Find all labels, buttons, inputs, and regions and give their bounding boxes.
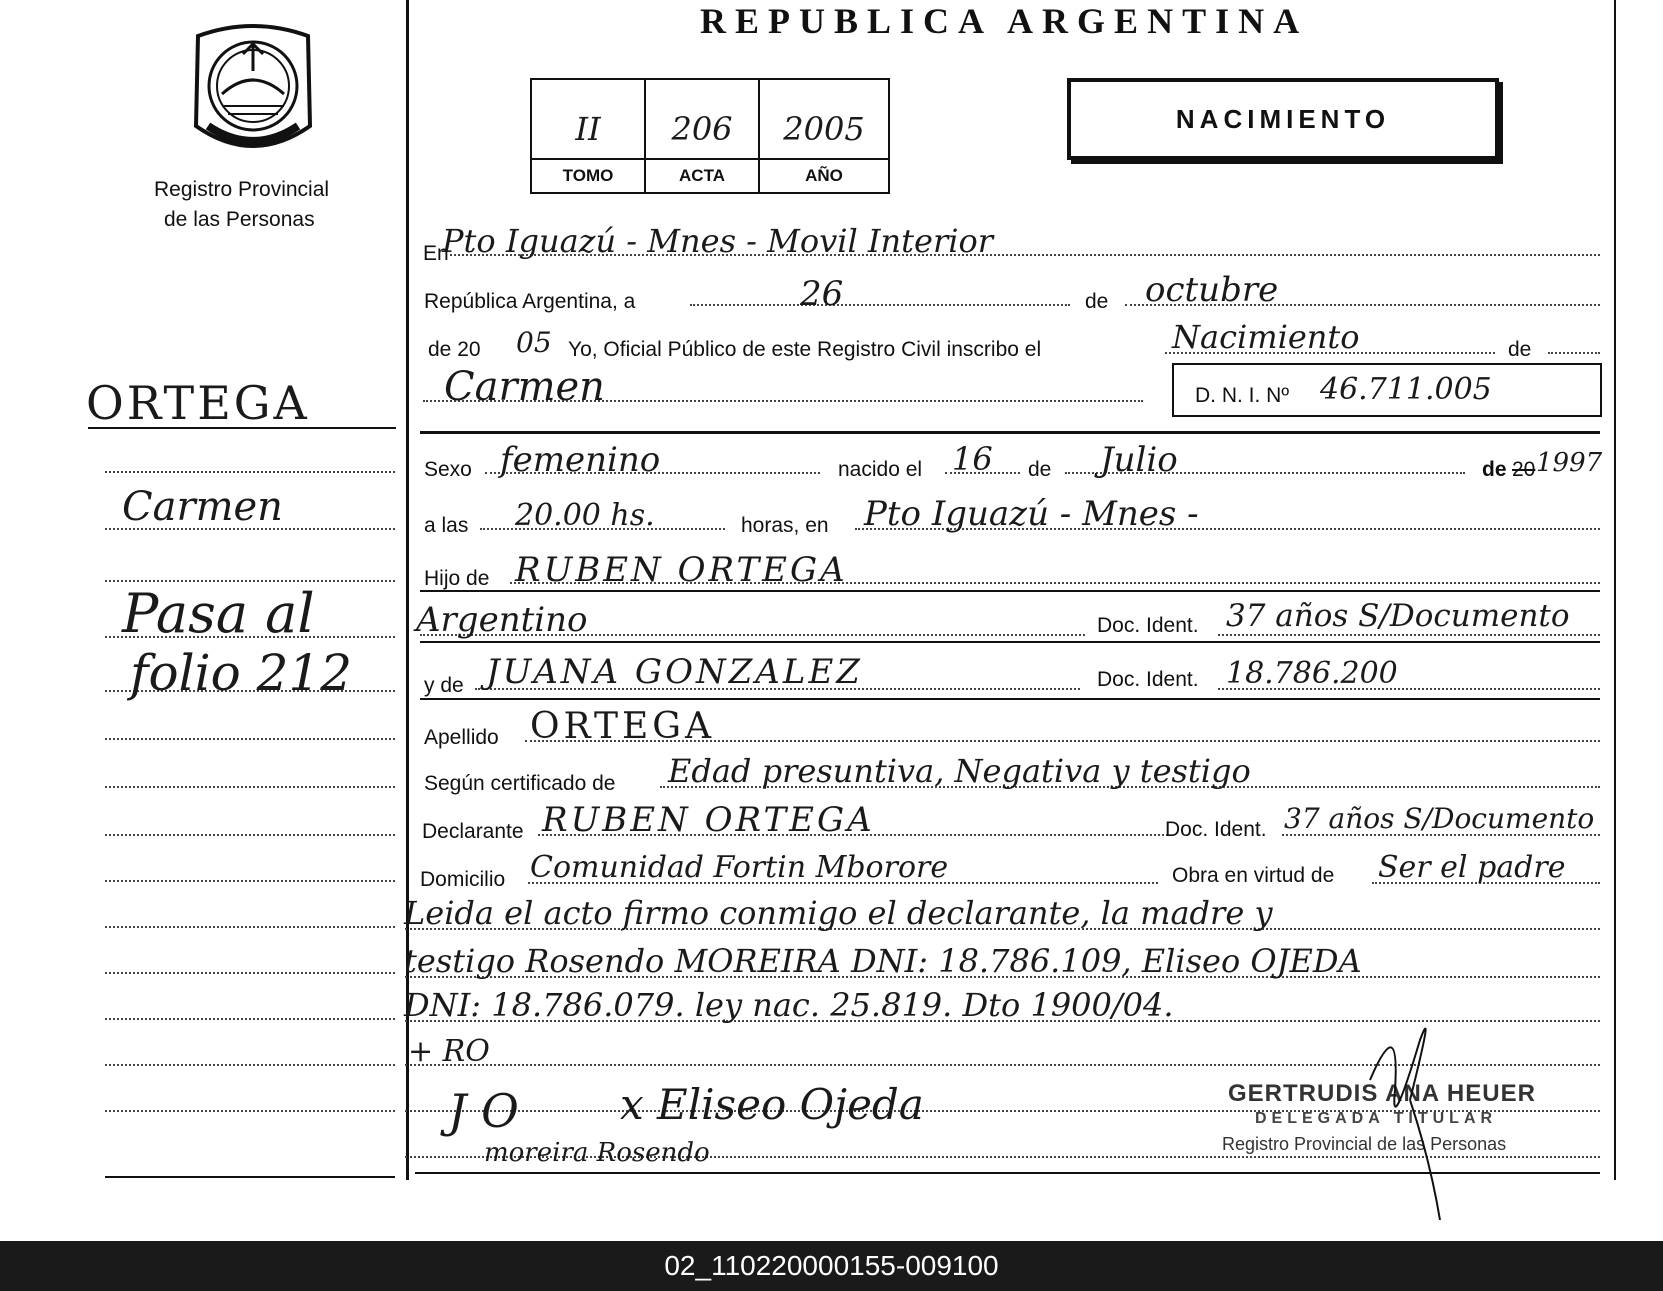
de-line-2 <box>1548 352 1600 354</box>
birth-year-prefix: 20 <box>1512 458 1536 481</box>
month-value: octubre <box>1145 270 1279 310</box>
margin-given-name: Carmen <box>122 484 283 530</box>
ano-value: 2005 <box>783 110 865 148</box>
apellido-value: ORTEGA <box>530 706 716 747</box>
sexo-label: Sexo <box>424 458 472 481</box>
country-title: REPUBLICA ARGENTINA <box>700 1 1309 41</box>
hijo-label: Hijo de <box>424 567 490 590</box>
apellido-label: Apellido <box>424 726 499 749</box>
declarante-doc: 37 años S/Documento <box>1284 802 1595 835</box>
signature-ro: + RO <box>408 1034 490 1069</box>
province-seal-logo <box>188 16 318 158</box>
registry-name-line1: Registro Provincial <box>154 178 330 201</box>
domicilio-label: Domicilio <box>420 868 506 891</box>
de-label: de <box>1085 290 1109 313</box>
dni-label: D. N. I. Nº <box>1195 384 1290 407</box>
signature-eliseo: x Eliseo Ojeda <box>620 1080 924 1129</box>
obra-label: Obra en virtud de <box>1172 864 1335 887</box>
signature-jo: J O <box>448 1084 519 1138</box>
day-line <box>690 304 1070 306</box>
birth-place: Pto Iguazú - Mnes - <box>864 494 1199 534</box>
notes-line1: Leida el acto firmo conmigo el declarante, la madre y <box>404 894 1273 932</box>
mother-name: JUANA GONZALEZ <box>486 652 863 692</box>
birth-year: 1997 <box>1536 448 1603 478</box>
tomo-value: II <box>575 110 601 148</box>
margin-line <box>105 834 395 836</box>
section-rule <box>420 431 1600 434</box>
nationality-rule <box>420 641 1600 643</box>
acta-label: ACTA <box>646 158 758 192</box>
father-rule <box>420 590 1600 592</box>
birth-month: Julio <box>1100 440 1178 480</box>
obra-value: Ser el padre <box>1378 850 1566 885</box>
domicilio-value: Comunidad Fortin Mborore <box>530 850 949 885</box>
day-value: 26 <box>800 274 844 314</box>
de-label-3: de <box>1028 458 1052 481</box>
year-prefix: de 20 <box>428 338 481 361</box>
margin-line <box>105 471 395 473</box>
margin-line <box>105 786 395 788</box>
sexo-value: femenino <box>500 440 661 480</box>
en-label: En <box>423 242 449 265</box>
document-code: 02_110220000155-009100 <box>664 1250 999 1281</box>
father-doc-label: Doc. Ident. <box>1097 614 1199 637</box>
book-reference-table <box>530 78 890 194</box>
margin-surname: ORTEGA <box>86 376 310 430</box>
mother-doc: 18.786.200 <box>1226 656 1398 691</box>
declarante-value: RUBEN ORTEGA <box>542 800 875 840</box>
mother-rule <box>420 698 1600 700</box>
year-suffix: 05 <box>516 326 552 359</box>
father-doc: 37 años S/Documento <box>1226 598 1570 634</box>
de-label-4: de <box>1482 458 1507 481</box>
official-signature <box>1340 980 1450 1220</box>
father-name: RUBEN ORTEGA <box>515 550 848 590</box>
horas-label: horas, en <box>741 514 829 537</box>
margin-line <box>105 738 395 740</box>
de-label-2: de <box>1508 338 1532 361</box>
official-title: DELEGADA TITULAR <box>1255 1110 1498 1127</box>
margin-line <box>105 880 395 882</box>
a-las-label: a las <box>424 514 469 537</box>
declarante-label: Declarante <box>422 820 524 843</box>
registry-name-line2: de las Personas <box>164 208 315 231</box>
tomo-cell <box>532 80 646 192</box>
record-type-box: NACIMIENTO <box>1067 78 1499 160</box>
mother-doc-label: Doc. Ident. <box>1097 668 1199 691</box>
official-office: Registro Provincial de las Personas <box>1222 1134 1507 1154</box>
margin-line <box>105 1110 395 1112</box>
acta-cell <box>646 80 760 192</box>
ano-cell <box>760 80 888 192</box>
hour-value: 20.00 hs. <box>515 498 655 533</box>
margin-rule-bottom <box>105 1176 395 1178</box>
dni-value: 46.711.005 <box>1320 372 1492 407</box>
en-value: Pto Iguazú - Mnes - Movil Interior <box>442 222 994 260</box>
declarante-doc-label: Doc. Ident. <box>1165 818 1267 841</box>
acta-value: 206 <box>671 110 733 148</box>
margin-line <box>105 926 395 928</box>
margin-note-line1: Pasa al <box>122 582 315 645</box>
margin-line <box>105 1064 395 1066</box>
right-border <box>1614 0 1616 1180</box>
father-nationality: Argentino <box>416 600 588 640</box>
republica-label: República Argentina, a <box>424 290 636 313</box>
nacido-label: nacido el <box>838 458 923 481</box>
father-doc-line <box>1218 634 1600 636</box>
signature-moreira: moreira Rosendo <box>484 1138 710 1168</box>
y-de-label: y de <box>424 674 464 697</box>
official-text: Yo, Oficial Público de este Registro Civil inscribo el <box>568 338 1042 361</box>
inscribe-value: Nacimiento <box>1172 318 1360 356</box>
notes-line2: testigo Rosendo MOREIRA DNI: 18.786.109, Eliseo OJEDA <box>404 942 1362 980</box>
child-name: Carmen <box>444 364 605 410</box>
segun-label: Según certificado de <box>424 772 616 795</box>
birth-day: 16 <box>952 440 993 478</box>
margin-line <box>105 1018 395 1020</box>
notes-line3: DNI: 18.786.079. ley nac. 25.819. Dto 1900/04. <box>404 986 1174 1024</box>
certificate-value: Edad presuntiva, Negativa y testigo <box>668 752 1251 790</box>
tomo-label: TOMO <box>532 158 644 192</box>
ano-label: AÑO <box>760 158 888 192</box>
official-name: GERTRUDIS ANA HEUER <box>1228 1080 1536 1107</box>
margin-note-line2: folio 212 <box>130 644 353 702</box>
margin-line <box>105 972 395 974</box>
